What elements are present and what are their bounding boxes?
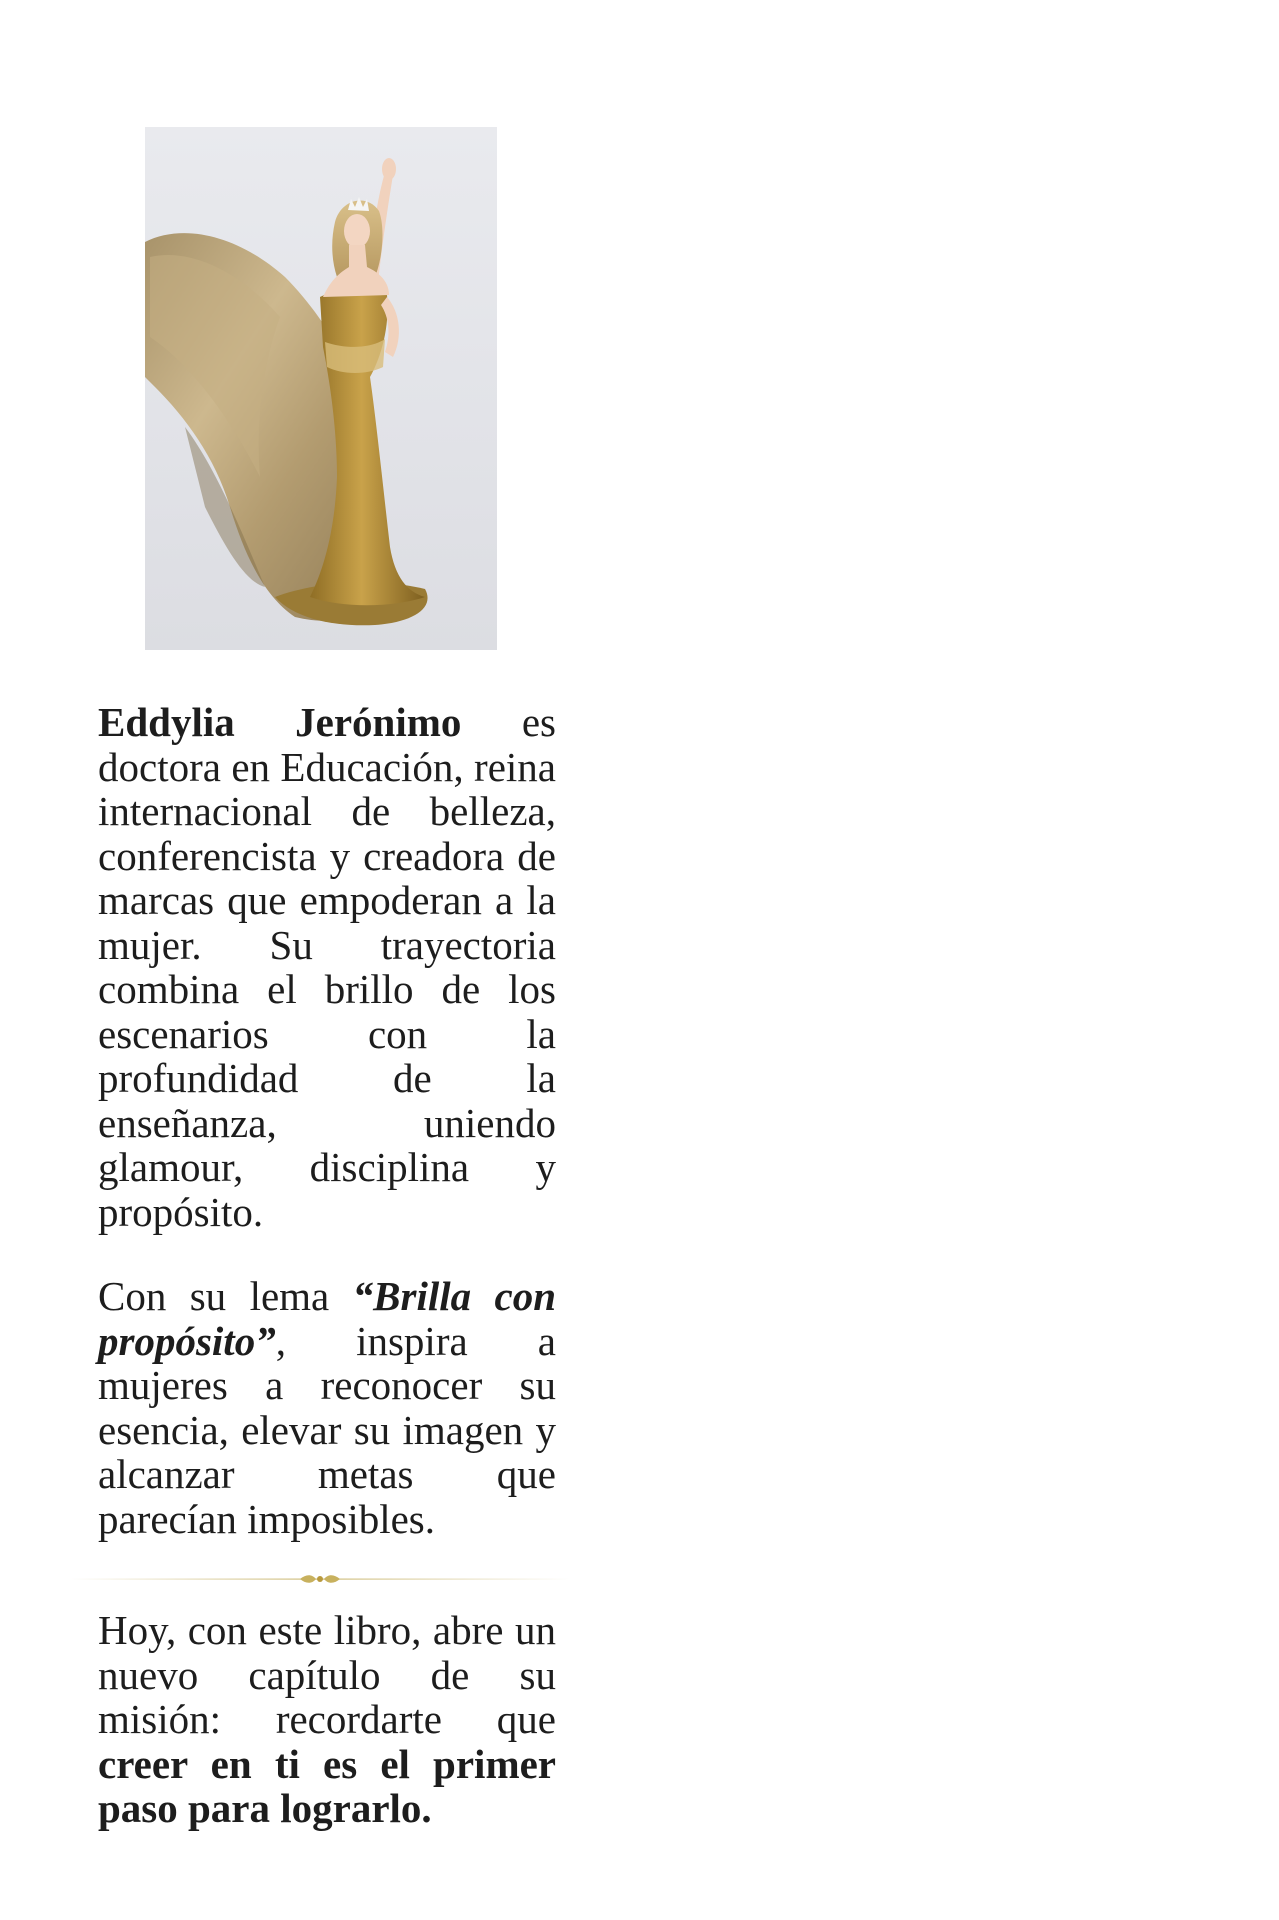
motto-lead: Con su lema: [98, 1273, 353, 1319]
bio-text: es doctora en Educación, reina internacional de belleza, conferencista y creadora de marcas que empoderan a la mujer. Su trayectoria combina el brillo de los escenarios con la profundidad de la enseñanza, uniendo glamour, disciplina y propósito.: [98, 699, 556, 1235]
closing-paragraph: [98, 1608, 556, 1831]
author-photo: [145, 127, 497, 650]
ornamental-divider: [70, 1572, 570, 1586]
closing-lead: Hoy, con este libro, abre un nuevo capítulo de su misión: recordarte que: [98, 1607, 556, 1742]
closing-emphasis: creer en ti es el primer paso para lograrlo.: [98, 1740, 556, 1831]
author-name: Eddylia Jerónimo: [98, 699, 462, 745]
author-bio-paragraph: [98, 700, 556, 1234]
ornament-icon: [70, 1572, 570, 1586]
author-photo-illustration: [145, 127, 497, 650]
motto-slogan: “Brilla con propósito”: [98, 1273, 556, 1364]
motto-text: , inspira a mujeres a reconocer su esencia, elevar su imagen y alcanzar metas que parecían imposibles.: [98, 1317, 556, 1542]
motto-paragraph: [98, 1274, 556, 1541]
